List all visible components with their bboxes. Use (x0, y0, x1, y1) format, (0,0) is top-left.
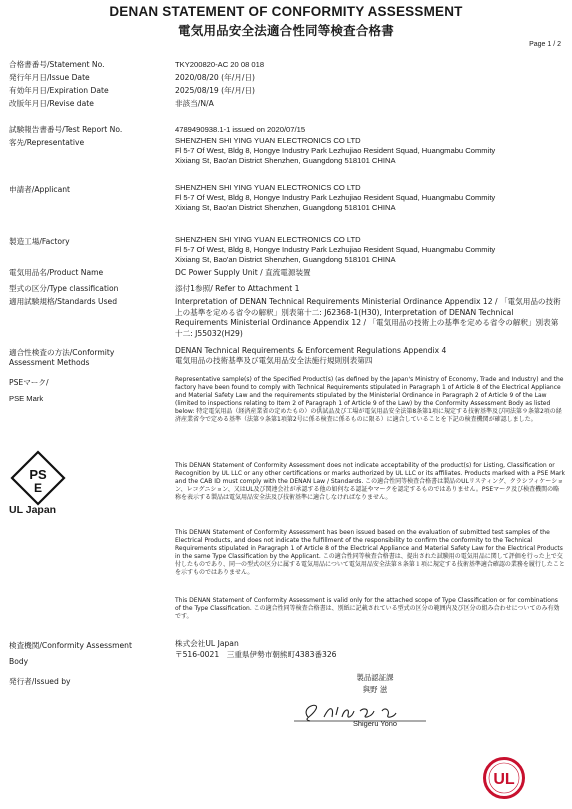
assessment-body-label-line: 検査機関/Conformity Assessment (9, 641, 132, 650)
conformity-methods-label-line: Assessment Methods (9, 358, 90, 367)
title-english: DENAN STATEMENT OF CONFORMITY ASSESSMENT (109, 4, 463, 19)
address-line: Fl 5-7 Of West, Bldg 8, Hongye Industry Park Lezhujiao Resident Squad, Huangmabu Commity (175, 245, 496, 254)
statement-no-label: 合格書番号/Statement No. (9, 60, 105, 69)
conformity-methods-label (9, 348, 114, 368)
pse-diamond-logo (10, 450, 66, 506)
address-line: SHENZHEN SHI YING YUAN ELECTRONICS CO LTD (175, 235, 361, 244)
applicant-address (175, 183, 565, 213)
address-line: SHENZHEN SHI YING YUAN ELECTRONICS CO LTD (175, 136, 361, 145)
revise-date-value: 非該当/N/A (175, 99, 214, 108)
factory-address (175, 235, 565, 265)
representative-label: 客先/Representative (9, 138, 85, 147)
assessment-body-label-line: Body (9, 657, 29, 666)
conformity-methods-value (175, 346, 565, 366)
compliance-paragraph: Representative sample(s) of the Specified Product(s) (as defined by the Japan's Ministry of Economy, Trade and Industry) and the factory have been found to comply with Technical Requirements stipulated in Paragraph 1 of Article 8 of the Electrical Appliance and Material Safety Law and the requirements stipulated by the Ministerial Ordinance in Paragraph 2 of Article 9 of the Law (limited to inspections relating to Item 2 of Paragraph 1 of Article 9 of the Law) by the Conformity Assessment Body as listed below: 特定電気用品（経済産業省の定めたもの）の供試品及び工場が電気用品安全法第8条第1項に規定する技術基準及び同法第９条第2項の経済産業省令で定める基準（法第９条第1項第2号に係る検査に係るものに限る）に適合していることを下記の検査機関が確認しました。 (175, 376, 564, 423)
evaluation-paragraph: This DENAN Statement of Conformity Assessment has been issued based on the evaluation of submitted test samples of the Electrical Products, and does not indicate the fulfillment of the responsibility to confirm the conformity to the Technical Requirements stipulated in Paragraph 1 of Article 8 of the Electrical Appliance and Material Safety Law for the Electrical Products in the same Type Classification by the Applicant. この適合性同等検査合格書は、提出された試験用の電気用品に関して評価を行った上で交付したものであり、同一の型式の区分に属する電気用品について電気用品安全法第８条第１項に規定する技術基準適合確認の業務を履行したことを示すものではありません。 (175, 529, 565, 576)
revise-date-label: 改版年月日/Revise date (9, 99, 94, 108)
ul-logo (483, 757, 525, 799)
conformity-methods-line: DENAN Technical Requirements & Enforcement Regulations Appendix 4 (175, 346, 447, 355)
assessment-body-name: 株式会社UL Japan (175, 639, 239, 648)
issue-date-value: 2020/08/20 (年/月/日) (175, 73, 256, 82)
applicant-label: 申請者/Applicant (9, 185, 71, 194)
statement-no-value: TKY200820-AC 20 08 018 (175, 60, 265, 69)
assessment-body-label (9, 641, 132, 667)
pse-caption: UL Japan (9, 504, 57, 516)
representative-address (175, 136, 565, 166)
pse-mark-label-en: PSE Mark (9, 394, 44, 403)
pse-letters-top: PS (29, 467, 47, 482)
issued-by-label: 発行者/Issued by (9, 677, 71, 686)
assessment-body-address: 〒516-0021 三重県伊勢市朝熊町4383番326 (175, 650, 337, 659)
ul-logo-text: UL (493, 771, 515, 788)
validity-paragraph: This DENAN Statement of Conformity Assessment is valid only for the attached scope of Type Classification or for combinations of the Type Classification. この適合性同等検査合格書は、別紙に記載されている型式の区分の範囲内及び区分の組み合わせについてのみ有効です。 (175, 597, 560, 620)
pse-mark-label-jp: PSEマーク/ (9, 378, 49, 387)
standards-used-value: Interpretation of DENAN Technical Requirements Ministerial Ordinance Appendix 12 / 「電気用品の技術上の基準を定める省令の解釈」別表第十二: J62368-1(H30), Interpretation of DENAN Technical Requirements Ministerial Ordinance Appendix 12 / 「電気用品の技術上の基準を定める省令の解釈」別表第十二: J55032(H29) (175, 297, 561, 338)
address-line: Fl 5-7 Of West, Bldg 8, Hongye Industry Park Lezhujiao Resident Squad, Huangmabu Commity (175, 146, 496, 155)
assessment-body-value (175, 638, 565, 660)
product-name-label: 電気用品名/Product Name (9, 268, 104, 277)
conformity-methods-label-line: 適合性検査の方法/Conformity (9, 348, 115, 357)
test-report-label: 試験報告書番号/Test Report No. (9, 125, 123, 134)
type-classification-value: 添付1参照/ Refer to Attachment 1 (175, 284, 300, 293)
page-number: Page 1 / 2 (529, 41, 561, 48)
address-line: SHENZHEN SHI YING YUAN ELECTRONICS CO LTD (175, 183, 361, 192)
signer-name-en: Shigeru Yono (353, 719, 397, 728)
factory-label: 製造工場/Factory (9, 237, 70, 246)
address-line: Fl 5-7 Of West, Bldg 8, Hongye Industry Park Lezhujiao Resident Squad, Huangmabu Commity (175, 193, 496, 202)
signer-department: 製品認証課 (356, 673, 394, 682)
standards-used-label: 適用試験規格/Standards Used (9, 297, 118, 306)
issue-date-label: 発行年月日/Issue Date (9, 73, 90, 82)
signer-name-jp: 與野 滋 (362, 685, 388, 694)
expiration-date-value: 2025/08/19 (年/月/日) (175, 86, 256, 95)
type-classification-label: 型式の区分/Type classification (9, 284, 119, 293)
test-report-value: 4789490938.1-1 issued on 2020/07/15 (175, 125, 306, 134)
expiration-date-label: 有効年月日/Expiration Date (9, 86, 109, 95)
address-line: Xixiang St, Bao'an District Shenzhen, Guangdong 518101 CHINA (175, 255, 396, 264)
pse-letters-bottom: E (33, 481, 43, 495)
address-line: Xixiang St, Bao'an District Shenzhen, Guangdong 518101 CHINA (175, 156, 396, 165)
product-name-value: DC Power Supply Unit / 直流電源装置 (175, 268, 311, 277)
conformity-methods-line: 電気用品の技術基準及び電気用品安全法施行規則別表第四 (175, 356, 373, 365)
address-line: Xixiang St, Bao'an District Shenzhen, Guangdong 518101 CHINA (175, 203, 396, 212)
disclaimer-paragraph: This DENAN Statement of Conformity Assessment does not indicate acceptability of the product(s) for Listing, Classification or Recognition by UL LLC or any other certifications or marks authorized by UL LLC or its affiliates. Products marked with a PSE Mark and the CAB ID must comply with the DENAN Law / Standards. この適合性同等検査合格書は製品のULリスティング、クラシフィケーション、レコグニション、又はUL及び関連会社が承認する他の如何なる認証やマークを認定するものではありません。PSEマーク及び検査機関の略称を表示する製品は電気用品安全法及び技術基準に適合しなければなりません。 (175, 462, 565, 501)
title-japanese: 電気用品安全法適合性同等検査合格書 (178, 23, 394, 38)
